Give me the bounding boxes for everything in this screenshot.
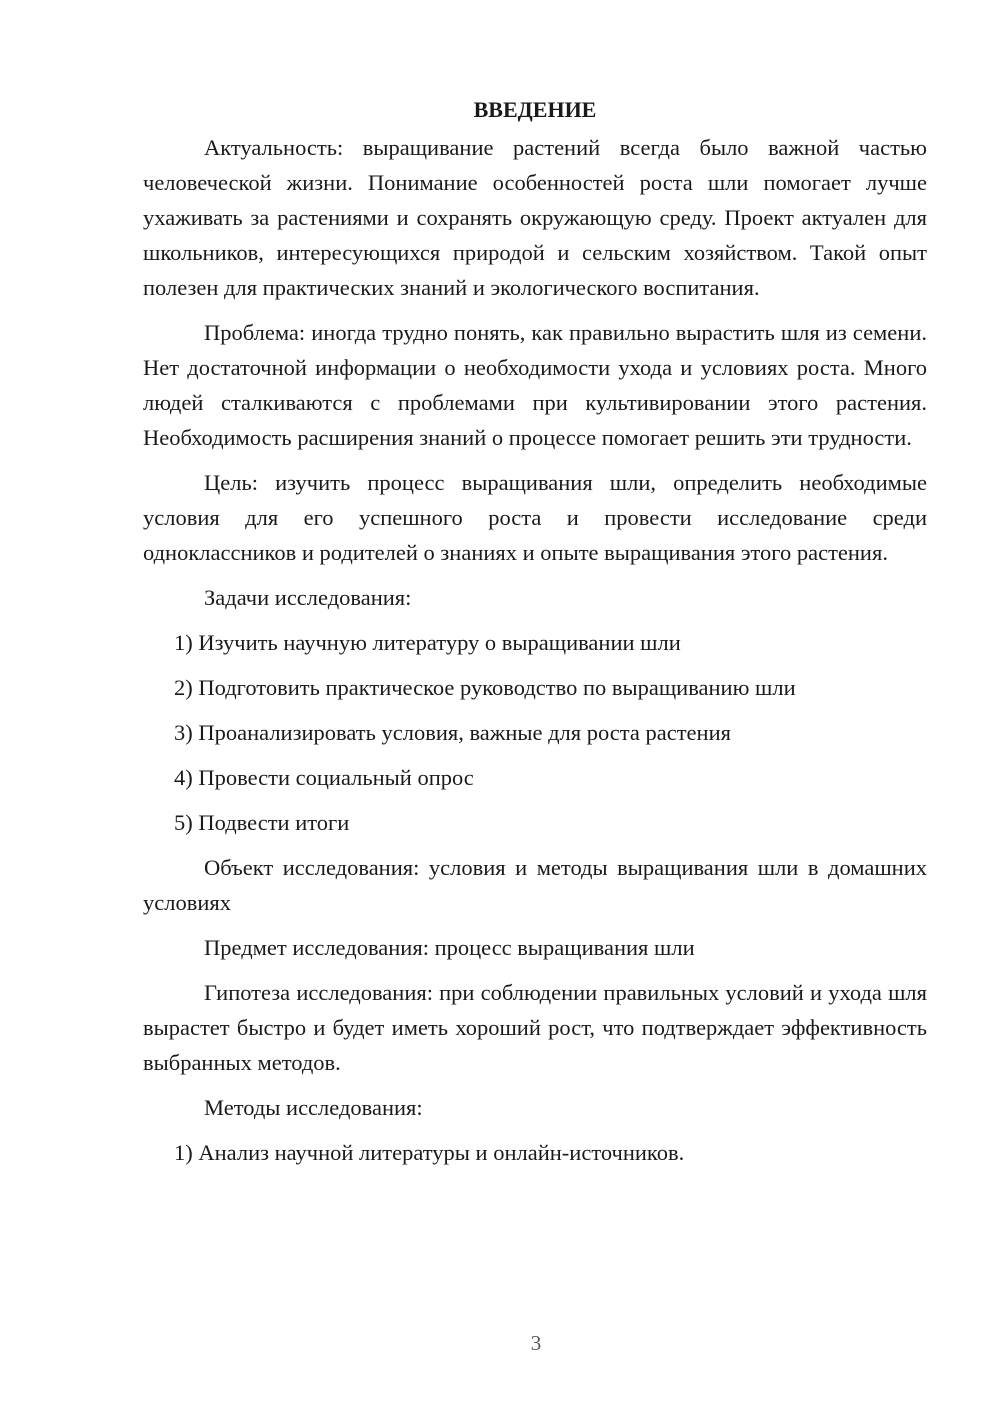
list-item: 5) Подвести итоги	[174, 810, 350, 835]
object-paragraph: Объект исследования: условия и методы выращивания шли в домашних условиях	[143, 855, 927, 915]
list-item: 3) Проанализировать условия, важные для роста растения	[174, 720, 731, 745]
methods-label: Методы исследования:	[204, 1095, 423, 1120]
relevance-paragraph: Актуальность: выращивание растений всегда было важной частью человеческой жизни. Понимание особенностей роста шли помогает лучше ухаживать за растениями и сохранять окружающую среду. Проект актуален для школьников, интересующихся природой и сельским хозяйством. Такой опыт полезен для практических знаний и экологического воспитания.	[143, 135, 927, 300]
tasks-list	[143, 625, 927, 840]
goal-paragraph: Цель: изучить процесс выращивания шли, определить необходимые условия для его успешного роста и провести исследование среди одноклассников и родителей о знаниях и опыте выращивания этого растения.	[143, 470, 927, 565]
problem-paragraph: Проблема: иногда трудно понять, как правильно вырастить шля из семени. Нет достаточной информации о необходимости ухода и условиях роста. Много людей сталкиваются с проблемами при культивировании этого растения. Необходимость расширения знаний о процессе помогает решить эти трудности.	[143, 320, 927, 450]
list-item: 1) Изучить научную литературу о выращивании шли	[174, 630, 681, 655]
methods-list	[143, 1135, 927, 1170]
page-number: 3	[530, 1331, 542, 1355]
hypothesis-paragraph: Гипотеза исследования: при соблюдении правильных условий и ухода шля вырастет быстро и будет иметь хороший рост, что подтверждает эффективность выбранных методов.	[143, 980, 927, 1075]
list-item: 1) Анализ научной литературы и онлайн-источников.	[174, 1140, 685, 1165]
subject-paragraph: Предмет исследования: процесс выращивания шли	[204, 935, 695, 960]
document-body	[143, 92, 927, 1180]
list-item: 4) Провести социальный опрос	[174, 765, 474, 790]
tasks-label: Задачи исследования:	[204, 585, 412, 610]
section-heading: ВВЕДЕНИЕ	[473, 97, 597, 122]
list-item: 2) Подготовить практическое руководство по выращиванию шли	[174, 675, 796, 700]
